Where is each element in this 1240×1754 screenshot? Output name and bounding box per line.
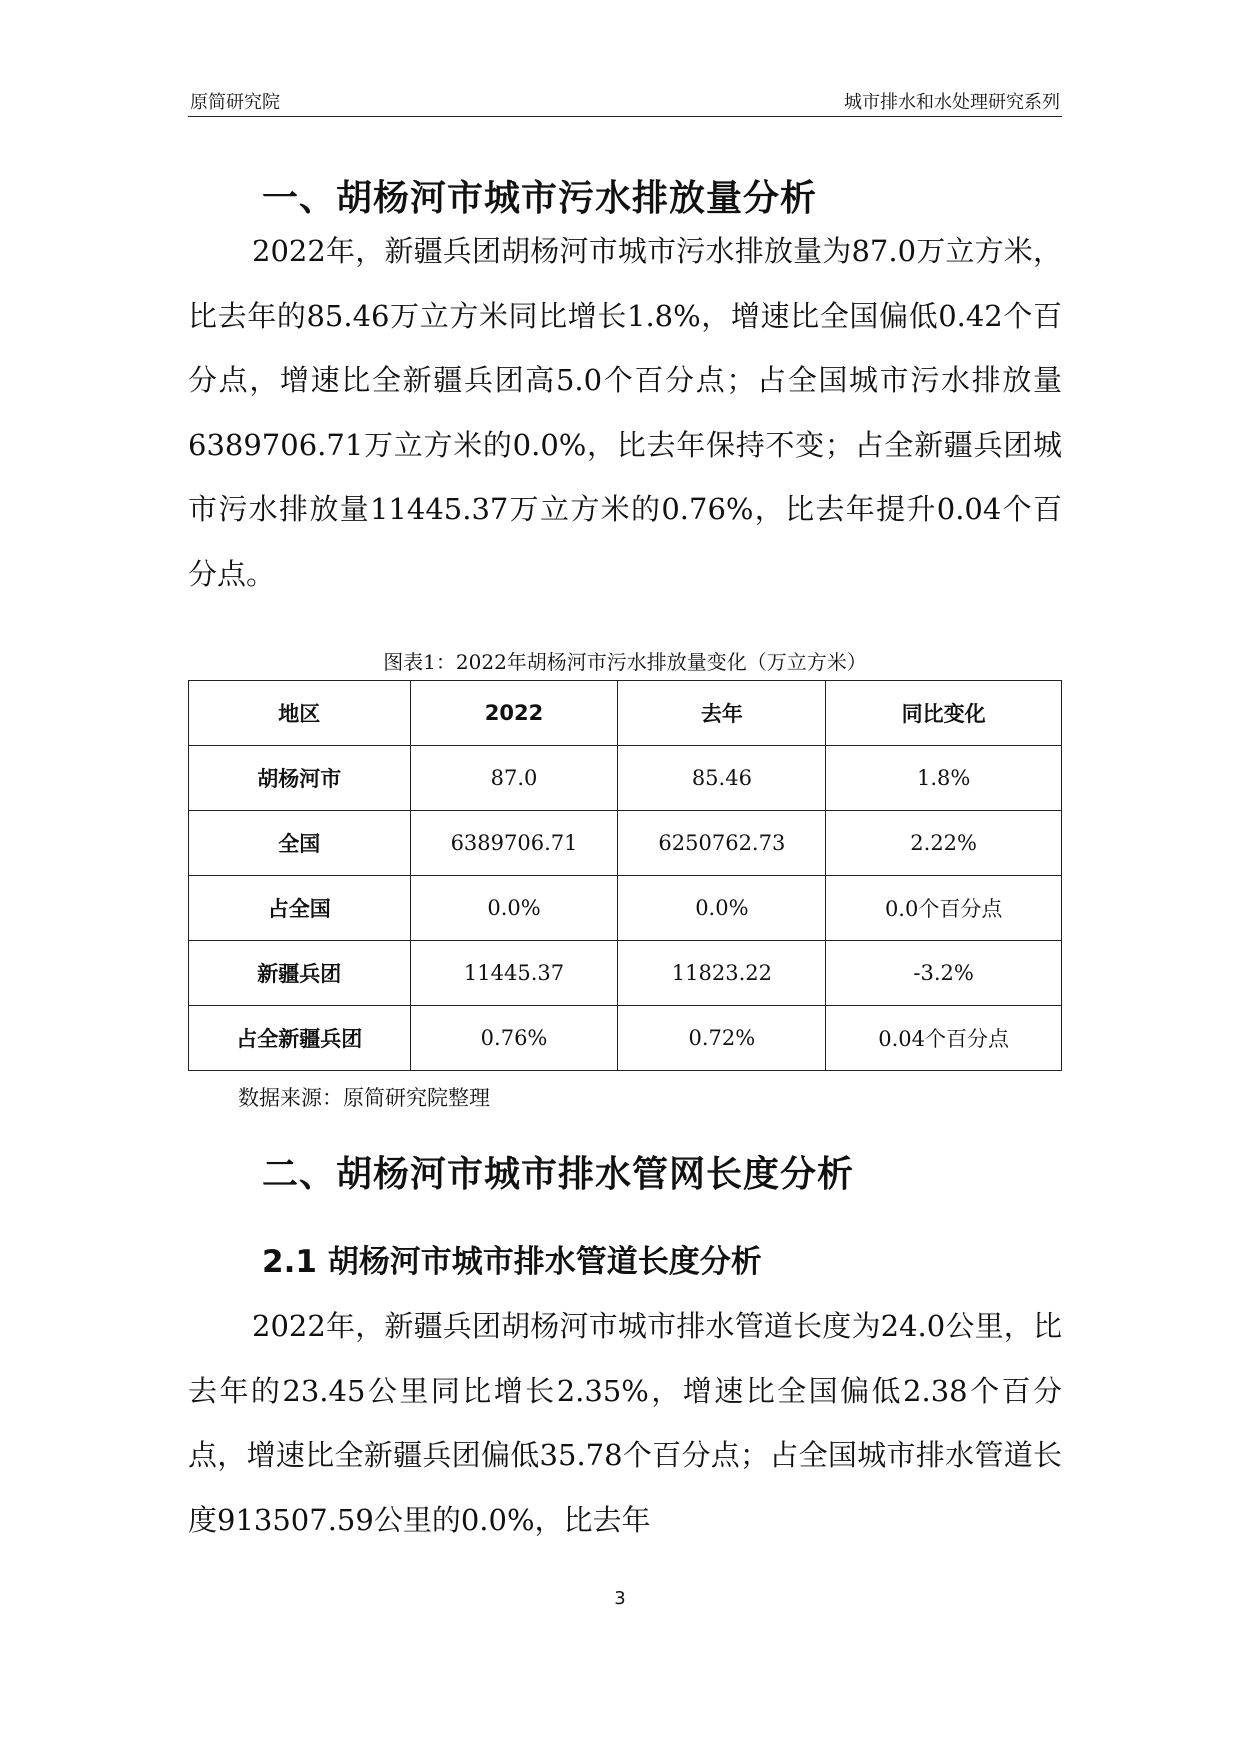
table-cell: 6250762.73 <box>618 811 826 876</box>
table-row <box>189 941 1062 1006</box>
section1-heading: 一、胡杨河市城市污水排放量分析 <box>262 178 818 219</box>
table-cell: 0.04个百分点 <box>826 1006 1062 1071</box>
table-header-row <box>189 681 1062 746</box>
table-header-cell: 地区 <box>189 681 411 746</box>
table-row <box>189 1006 1062 1071</box>
table-row <box>189 811 1062 876</box>
table-cell: 11445.37 <box>410 941 618 1006</box>
table-cell: 2.22% <box>826 811 1062 876</box>
table-cell: 0.0% <box>410 876 618 941</box>
table-cell: 0.72% <box>618 1006 826 1071</box>
header-right-text: 城市排水和水处理研究系列 <box>844 92 1060 113</box>
table-row <box>189 746 1062 811</box>
row-label: 占全新疆兵团 <box>189 1006 411 1071</box>
section2-subheading: 2.1 胡杨河市城市排水管道长度分析 <box>262 1244 762 1280</box>
table-row <box>189 876 1062 941</box>
table-header-cell: 同比变化 <box>826 681 1062 746</box>
table-cell: -3.2% <box>826 941 1062 1006</box>
table-cell: 87.0 <box>410 746 618 811</box>
table-header-cell: 去年 <box>618 681 826 746</box>
section1-paragraph: 2022年，新疆兵团胡杨河市城市污水排放量为87.0万立方米，比去年的85.46万立方米同比增长1.8%，增速比全国偏低0.42个百分点，增速比全新疆兵团高5.0个百分点；占全国城市污水排放量6389706.71万立方米的0.0%，比去年保持不变；占全新疆兵团城市污水排放量11445.37万立方米的0.76%，比去年提升0.04个百分点。 <box>188 234 1062 591</box>
table-cell: 0.76% <box>410 1006 618 1071</box>
row-label: 新疆兵团 <box>189 941 411 1006</box>
row-label: 胡杨河市 <box>189 746 411 811</box>
table-cell: 0.0个百分点 <box>826 876 1062 941</box>
header-left-text: 原简研究院 <box>190 92 280 113</box>
page-header <box>188 86 1062 117</box>
section2-paragraph: 2022年，新疆兵团胡杨河市城市排水管道长度为24.0公里，比去年的23.45公里同比增长2.35%，增速比全国偏低2.38个百分点，增速比全新疆兵团偏低35.78个百分点；占全国城市排水管道长度913507.59公里的0.0%，比去年 <box>188 1309 1062 1537</box>
table-cell: 0.0% <box>618 876 826 941</box>
table-cell: 1.8% <box>826 746 1062 811</box>
section2-heading: 二、胡杨河市城市排水管网长度分析 <box>262 1154 855 1195</box>
page-number: 3 <box>614 1588 626 1609</box>
table-cell: 85.46 <box>618 746 826 811</box>
table-header-cell: 2022 <box>410 681 618 746</box>
row-label: 全国 <box>189 811 411 876</box>
data-table <box>188 680 1062 1071</box>
table-cell: 6389706.71 <box>410 811 618 876</box>
table-source-note: 数据来源：原简研究院整理 <box>238 1086 490 1110</box>
table-caption: 图表1：2022年胡杨河市污水排放量变化（万立方米） <box>383 650 867 674</box>
row-label: 占全国 <box>189 876 411 941</box>
table-cell: 11823.22 <box>618 941 826 1006</box>
